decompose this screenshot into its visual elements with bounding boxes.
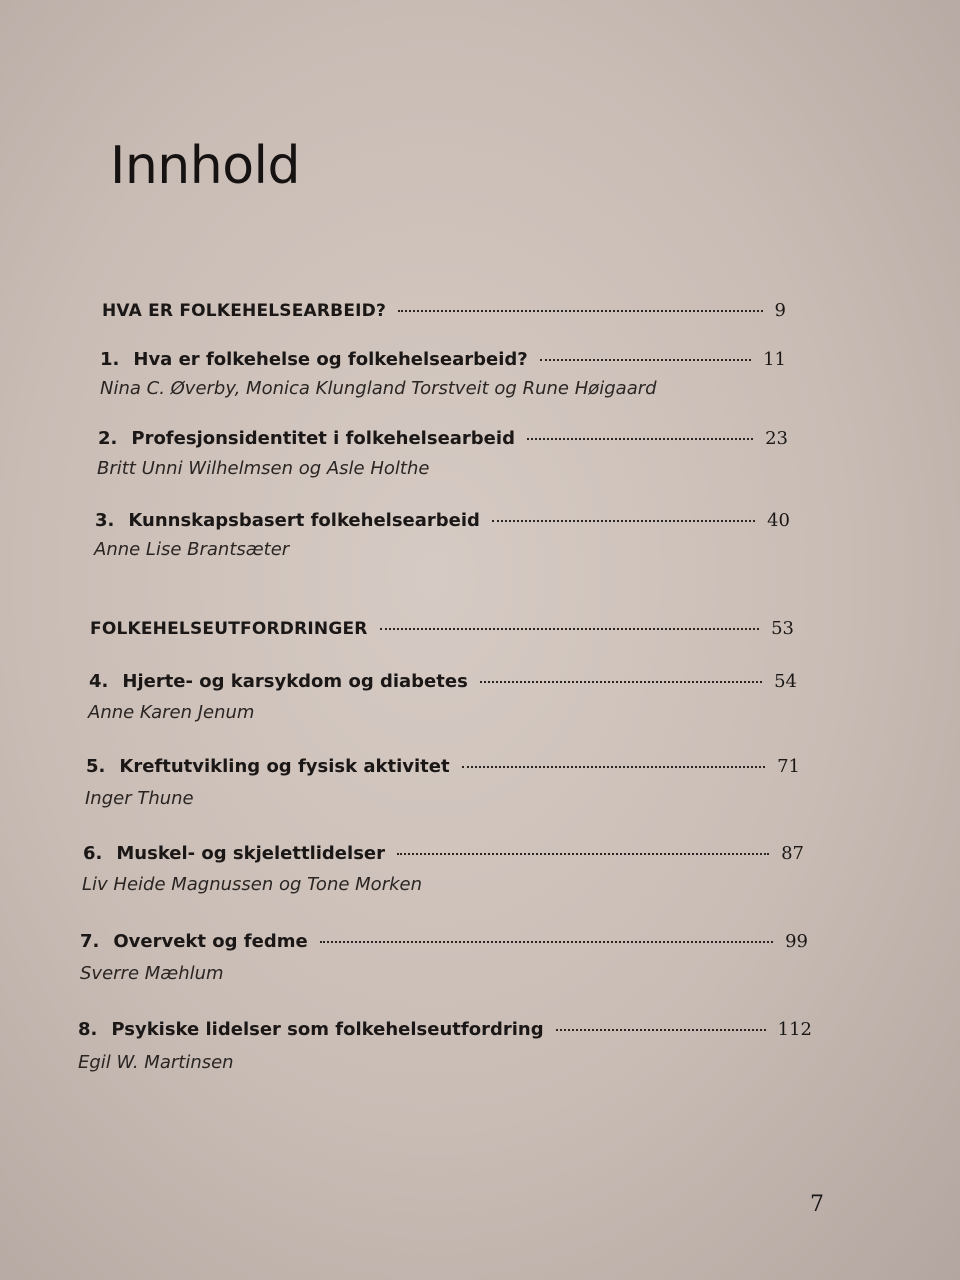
chapter-title: Hjerte- og karsykdom og diabetes (122, 671, 468, 692)
chapter-page-number: 99 (785, 931, 808, 952)
chapter-title: Kunnskapsbasert folkehelsearbeid (128, 510, 480, 531)
chapter-number: 2. (98, 428, 118, 449)
section-title: FOLKEHELSEUTFORDRINGER (90, 619, 368, 639)
chapter-title: Profesjonsidentitet i folkehelsearbeid (131, 428, 515, 449)
dot-leader (462, 766, 766, 768)
chapter-authors: Egil W. Martinsen (78, 1052, 234, 1073)
dot-leader (380, 628, 760, 630)
chapter-number: 3. (95, 510, 115, 531)
chapter-authors: Anne Lise Brantsæter (94, 539, 290, 560)
chapter-title: Hva er folkehelse og folkehelsearbeid? (133, 349, 528, 370)
toc-chapter-entry (86, 756, 800, 777)
chapter-number: 4. (89, 671, 109, 692)
chapter-title: Psykiske lidelser som folkehelseutfordring (111, 1019, 544, 1040)
toc-chapter-entry (100, 349, 786, 370)
dot-leader (320, 941, 773, 943)
chapter-number: 8. (78, 1019, 98, 1040)
chapter-page-number: 40 (767, 510, 790, 531)
chapter-page-number: 54 (774, 671, 797, 692)
toc-chapter-entry (78, 1019, 812, 1040)
chapter-page-number: 71 (777, 756, 800, 777)
dot-leader (397, 853, 769, 855)
chapter-title: Kreftutvikling og fysisk aktivitet (119, 756, 450, 777)
toc-chapter-entry (98, 428, 788, 449)
toc-chapter-entry (95, 510, 790, 531)
chapter-page-number: 11 (763, 349, 786, 370)
page-number: 7 (810, 1192, 824, 1217)
chapter-authors: Liv Heide Magnussen og Tone Morken (82, 874, 422, 895)
dot-leader (480, 681, 762, 683)
dot-leader (540, 359, 751, 361)
dot-leader (398, 310, 762, 312)
chapter-number: 6. (83, 843, 103, 864)
chapter-number: 1. (100, 349, 120, 370)
chapter-authors: Nina C. Øverby, Monica Klungland Torstveit og Rune Høigaard (100, 378, 657, 399)
chapter-title: Muskel- og skjelettlidelser (116, 843, 385, 864)
chapter-authors: Anne Karen Jenum (88, 702, 255, 723)
toc-section-heading (102, 300, 786, 321)
toc-chapter-entry (80, 931, 808, 952)
section-page-number: 53 (771, 618, 794, 639)
toc-chapter-entry (89, 671, 797, 692)
chapter-page-number: 112 (777, 1019, 812, 1040)
chapter-authors: Inger Thune (85, 788, 194, 809)
dot-leader (556, 1029, 766, 1031)
chapter-number: 5. (86, 756, 106, 777)
section-title: HVA ER FOLKEHELSEARBEID? (102, 301, 387, 321)
section-page-number: 9 (774, 300, 786, 321)
dot-leader (527, 438, 753, 440)
dot-leader (492, 520, 755, 522)
chapter-page-number: 23 (765, 428, 788, 449)
chapter-page-number: 87 (781, 843, 804, 864)
toc-section-heading (90, 618, 794, 639)
toc-chapter-entry (83, 843, 804, 864)
page-title: Innhold (110, 136, 300, 196)
chapter-authors: Sverre Mæhlum (80, 963, 224, 984)
chapter-number: 7. (80, 931, 100, 952)
chapter-title: Overvekt og fedme (113, 931, 308, 952)
chapter-authors: Britt Unni Wilhelmsen og Asle Holthe (97, 458, 430, 479)
